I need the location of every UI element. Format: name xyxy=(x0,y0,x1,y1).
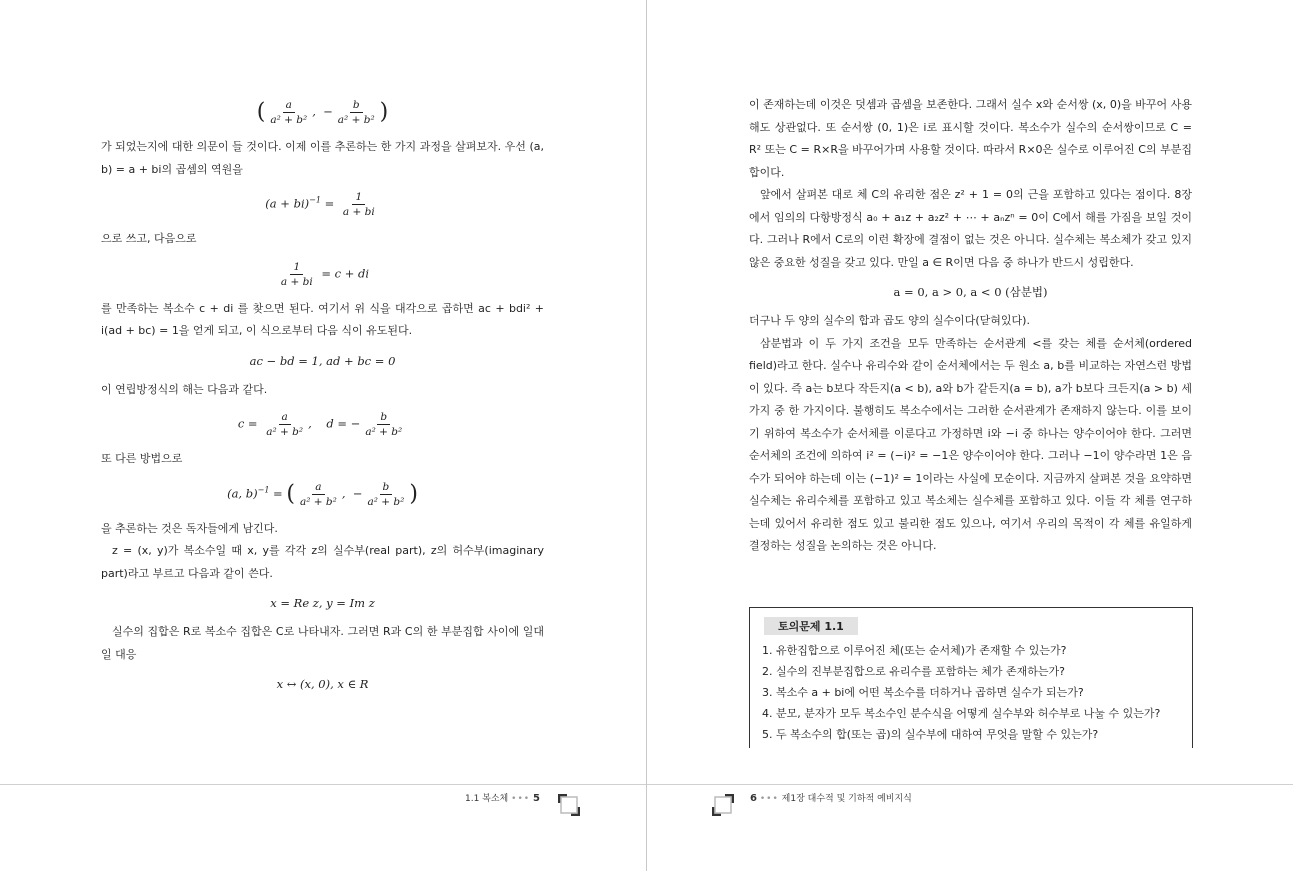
paragraph: 을 추론하는 것은 독자들에게 남긴다. xyxy=(101,521,278,535)
page-divider xyxy=(646,0,647,871)
discussion-box-title: 토의문제 1.1 xyxy=(764,617,858,635)
paragraph: 이 연립방정식의 해는 다음과 같다. xyxy=(101,382,268,396)
equation-correspondence: x ↔ (x, 0), x ∈ R xyxy=(276,677,369,691)
paragraph: 가 되었는지에 대한 의문이 들 것이다. 이제 이를 추론하는 한 가지 과정을 살펴보자. 우선 (a, b) = a + bi의 곱셈의 역원을 xyxy=(101,140,544,176)
left-page xyxy=(101,90,544,702)
discussion-question: 5. 두 복소수의 합(또는 곱)의 실수부에 대하여 무엇을 말할 수 있는가? xyxy=(762,728,1099,741)
paragraph: 삼분법과 이 두 가지 조건을 모두 만족하는 순서관계 <를 갖는 체를 순서체(ordered field)라고 한다. 실수나 유리수와 같이 순서체에서는 두 원소 a, b를 비교하는 자연스런 방법이 있다. 즉 a는 b보다 작든지(a < b), a와 b가 같든지(a = b), a가 b보다 크든지(a > b) 세 가지 중 한 가지이다. 불행히도 복소수에서는 그러한 순서관계가 존재하지 않는다. 이를 보이기 위하여 복소수가 순서체를 이룬다고 가정하면 i와 −i 중 하나는 양수이어야 한다. 그러면 순서체의 조건에 의하여 i² = (−i)² = −1은 양수이어야 한다. 그러나 −1이 양수라면 1은 음수가 되어야 하는데 이는 (−1)² = 1이라는 사실에 모순이다. 지금까지 살펴본 것을 요약하면 실수체는 유리수체를 포함하고 있고 복소체는 실수체를 포함하고 있다. 이들 각 체를 연구하는데 있어서 유리한 점도 있고 불리한 점도 있으나, 여기서 우리의 목적이 각 체를 유일하게 결정하는 성질을 논의하는 것은 아니다. xyxy=(749,336,1192,552)
paragraph: 더구나 두 양의 실수의 합과 곱도 양의 실수이다(닫혀있다). xyxy=(749,314,1030,327)
left-section-label: 1.1 복소체 xyxy=(465,794,509,804)
paragraph: z = (x, y)가 복소수일 때 x, y를 각각 z의 실수부(real part), z의 허수부(imaginary part)라고 부르고 다음과 같이 쓴다. xyxy=(101,544,544,580)
discussion-question: 4. 분모, 분자가 모두 복소수인 분수식을 어떻게 실수부와 허수부로 나눌 수 있는가? xyxy=(762,707,1161,720)
left-footer xyxy=(465,791,540,804)
right-page xyxy=(749,94,1192,558)
equation-linear-system: ac − bd = 1, ad + bc = 0 xyxy=(249,353,396,368)
right-footer xyxy=(750,791,912,804)
page-corner-icon[interactable] xyxy=(712,794,734,816)
equation-cdi: $\frac{1}{a + bi}$ = c + di xyxy=(280,260,370,288)
discussion-question-list xyxy=(762,640,1182,745)
page-corner-icon[interactable] xyxy=(558,794,580,816)
discussion-box xyxy=(749,607,1193,748)
right-footer-rule xyxy=(647,784,1293,785)
equation-inverse-pair: ( $\frac{a}{\text{a² + b²}}$ , − $\frac{b}{\text{a² + b²}}$ ) xyxy=(256,99,389,126)
left-page-number: 5 xyxy=(532,793,540,804)
equation-inverse: (a + bi)$^{-1}$ = $\frac{1}{a + bi}$ xyxy=(265,191,375,218)
equation-trichotomy: a = 0, a > 0, a < 0 (삼분법) xyxy=(893,285,1048,299)
equation-inverse-ordered: (a, b)$^{-1}$ = ( $\frac{a}{\text{a² + b²}}$ , − $\frac{b}{\text{a² + b²}}$ ) xyxy=(227,480,418,508)
right-section-label: 제1장 대수적 및 기하적 예비지식 xyxy=(781,794,912,804)
paragraph: 를 만족하는 복소수 c + di 를 찾으면 된다. 여기서 위 식을 대각으로 곱하면 ac + bdi² + i(ad + bc) = 1을 얻게 되고, 이 식으로부터 다음 식이 유도된다. xyxy=(101,301,544,337)
paragraph: 앞에서 살펴본 대로 체 C의 유리한 점은 z² + 1 = 0의 근을 포함하고 있다는 점이다. 8장에서 임의의 다항방정식 a₀ + a₁z + a₂z² + ⋯ + aₙzⁿ = 0이 C에서 해를 가짐을 보일 것이다. 그러나 R에서 C로의 이런 확장에 결점이 없는 것은 아니다. 실수체는 복소체가 갖고 있지 않은 중요한 성질을 갖고 있다. 만일 a ∈ R이면 다음 중 하나가 반드시 성립한다. xyxy=(749,188,1192,269)
paragraph: 또 다른 방법으로 xyxy=(101,452,183,465)
equation-re-im: x = Re z, y = Im z xyxy=(270,596,375,610)
right-page-number: 6 xyxy=(750,793,757,804)
paragraph: 으로 쓰고, 다음으로 xyxy=(101,232,197,245)
left-footer-rule xyxy=(0,784,646,785)
right-footer-dots: ••• xyxy=(759,794,779,804)
left-footer-dots: ••• xyxy=(511,794,531,804)
discussion-question: 2. 실수의 진부분집합으로 유리수를 포함하는 체가 존재하는가? xyxy=(762,665,1065,678)
equation-solution: c = $\frac{a}{\text{a² + b²}}$ , d = − $\frac{b}{\text{a² + b²}}$ xyxy=(237,411,403,438)
paragraph: 이 존재하는데 이것은 덧셈과 곱셈을 보존한다. 그래서 실수 x와 순서쌍 (x, 0)을 바꾸어 사용해도 상관없다. 또 순서쌍 (0, 1)은 i로 표시할 것이다. 복소수가 실수의 순서쌍이므로 C = R² 또는 C = R×R을 바꾸어가며 사용할 것이다. 따라서 R×0은 실수로 이루어진 C의 부분집합이다. xyxy=(749,98,1192,179)
discussion-question: 3. 복소수 a + bi에 어떤 복소수를 더하거나 곱하면 실수가 되는가? xyxy=(762,686,1084,699)
paragraph: 실수의 집합은 R로 복소수 집합은 C로 나타내자. 그러면 R과 C의 한 부분집합 사이에 일대일 대응 xyxy=(101,625,544,661)
discussion-question: 1. 유한집합으로 이루어진 체(또는 순서체)가 존재할 수 있는가? xyxy=(762,644,1067,657)
